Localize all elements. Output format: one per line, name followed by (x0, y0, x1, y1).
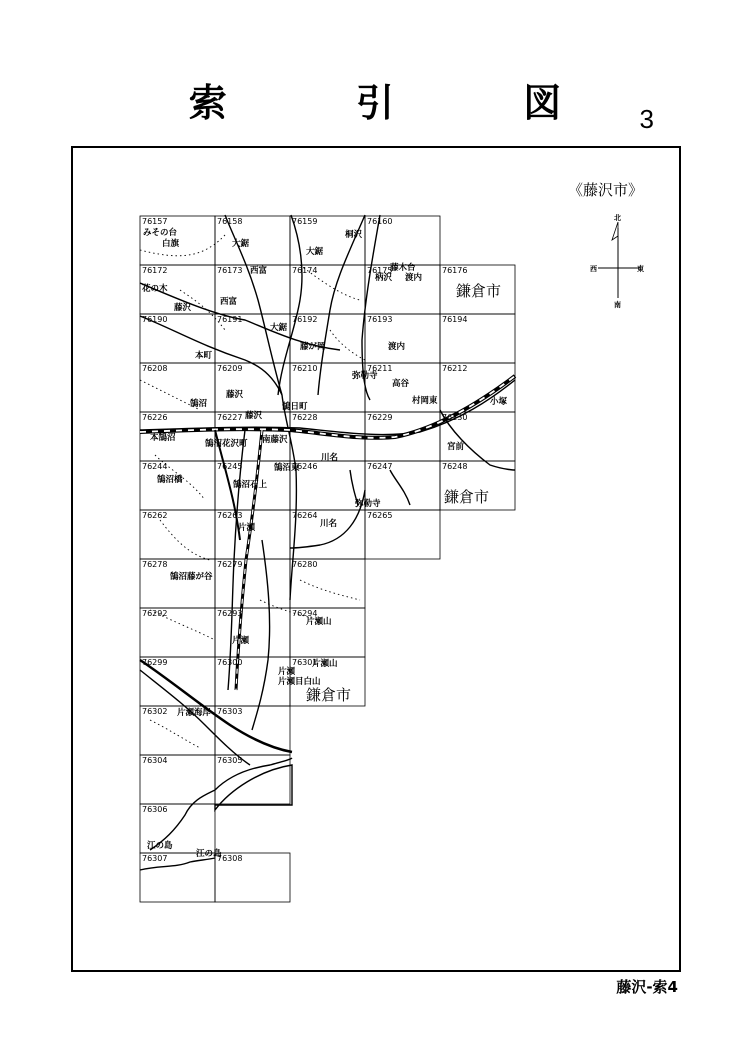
place-name: 片瀬目白山 (278, 677, 321, 687)
place-name: 柄沢 (375, 273, 393, 283)
city-label: 《藤沢市》 (568, 181, 644, 199)
place-name: 宮前 (447, 442, 465, 452)
grid-cell-id: 76229 (367, 413, 393, 422)
map-roads (140, 215, 515, 870)
grid-cell-id: 76226 (142, 413, 168, 422)
place-name: 高谷 (392, 379, 410, 389)
grid-cell-id: 76194 (442, 315, 468, 324)
place-name: 片瀬山 (306, 617, 332, 627)
place-name: 西富 (250, 266, 268, 276)
place-name: 花の木 (142, 284, 168, 294)
grid-cell-id: 76159 (292, 217, 318, 226)
grid-cell-id: 76305 (217, 756, 243, 765)
grid-cell-id: 76280 (292, 560, 318, 569)
place-name: 白旗 (162, 239, 180, 249)
grid-cell-id: 76247 (367, 462, 393, 471)
place-name: 片瀬海岸 (177, 708, 212, 718)
compass-rose (590, 213, 644, 309)
page-footer: 藤沢-索4 (616, 978, 678, 996)
grid-cell-id: 76175 (367, 266, 393, 275)
place-name: 鵠日町 (282, 402, 308, 412)
grid-cell-id: 76230 (442, 413, 468, 422)
grid-cell-id: 76299 (142, 658, 168, 667)
grid-cell-id: 76174 (292, 266, 318, 275)
place-name: 大鋸 (306, 247, 324, 257)
grid-cell-id: 76264 (292, 511, 318, 520)
place-name: 村岡東 (412, 396, 438, 406)
place-name: 鵠沼花沢町 (205, 439, 248, 449)
place-name: 大鋸 (270, 323, 288, 333)
place-name: 藤が岡 (300, 342, 326, 352)
grid-cell-id: 76157 (142, 217, 168, 226)
coastline (215, 765, 292, 810)
grid-cell-id: 76173 (217, 266, 243, 275)
grid-cell-id: 76190 (142, 315, 168, 324)
place-name: 本町 (195, 351, 213, 361)
grid-cell-id: 76294 (292, 609, 318, 618)
grid-cell-id: 76228 (292, 413, 318, 422)
place-name: 南藤沢 (262, 435, 288, 445)
place-name: 藤沢 (226, 390, 244, 400)
grid-cell-id: 76244 (142, 462, 168, 471)
place-name: 桐沢 (345, 230, 363, 240)
place-name: 片瀬 (278, 667, 296, 677)
compass-south: 南 (614, 301, 621, 309)
place-name: 藤沢 (174, 303, 192, 313)
grid-cell-id: 76278 (142, 560, 168, 569)
place-name: 西富 (220, 297, 238, 307)
neighbor-city-label-2: 鎌倉市 (444, 488, 490, 506)
page-number: 3 (639, 104, 654, 134)
grid-cell-id: 76209 (217, 364, 243, 373)
place-name: 鵠沼藤が谷 (170, 572, 213, 582)
grid-cell-id: 76210 (292, 364, 318, 373)
place-name: 藤沢 (245, 411, 263, 421)
grid-cell-id: 76265 (367, 511, 393, 520)
grid-cell-id: 76176 (442, 266, 468, 275)
place-name: 本鵠沼 (150, 433, 176, 443)
grid-cell-id: 76246 (292, 462, 318, 471)
grid-cell-id: 76279 (217, 560, 243, 569)
place-name: 鵠沼 (190, 399, 208, 409)
grid-cell-id: 76211 (367, 364, 393, 373)
compass-west: 西 (590, 265, 597, 273)
grid-cell-id: 76301 (292, 658, 318, 667)
place-name: 渡内 (405, 273, 423, 283)
grid-cell-id: 76307 (142, 854, 168, 863)
place-name: 藤木台 (390, 263, 416, 273)
grid-cell-id: 76308 (217, 854, 243, 863)
place-name: 江の島 (196, 849, 222, 859)
place-name: 大鋸 (232, 239, 250, 249)
place-name: 鵠沼東 (274, 463, 300, 473)
place-name: 川名 (321, 453, 339, 463)
place-name: 片瀬 (232, 636, 250, 646)
place-name: みその台 (143, 228, 178, 238)
grid-cell-id: 76300 (217, 658, 243, 667)
place-name: 渡内 (388, 342, 406, 352)
grid-cell-id: 76193 (367, 315, 393, 324)
grid-cell-id: 76208 (142, 364, 168, 373)
place-name: 片瀬 (238, 523, 256, 533)
grid-cell-id: 76304 (142, 756, 168, 765)
place-name: 弥勒寺 (352, 371, 378, 381)
grid-cell-id: 76303 (217, 707, 243, 716)
place-name: 川名 (320, 519, 338, 529)
grid-cell-id: 76172 (142, 266, 168, 275)
grid-cell-id: 76191 (217, 315, 243, 324)
grid-cell-id: 76212 (442, 364, 468, 373)
neighbor-city-label-1: 鎌倉市 (456, 282, 502, 300)
grid-cell-id: 76293 (217, 609, 243, 618)
grid-cell-id: 76245 (217, 462, 243, 471)
page-title: 索 引 図 (188, 81, 620, 125)
place-name: 鵠沼石上 (233, 480, 268, 490)
grid-cell-id: 76262 (142, 511, 168, 520)
place-name: 小塚 (490, 397, 508, 407)
place-name: 弥勒寺 (355, 499, 381, 509)
compass-north: 北 (614, 214, 621, 222)
grid-cell-id: 76263 (217, 511, 243, 520)
grid-cell-id: 76227 (217, 413, 243, 422)
neighbor-city-label-3: 鎌倉市 (306, 686, 352, 704)
grid-cell-id: 76160 (367, 217, 393, 226)
grid-cell-id: 76158 (217, 217, 243, 226)
place-name: 片瀬山 (312, 659, 338, 669)
grid-cell-id: 76306 (142, 805, 168, 814)
grid-cell-id: 76302 (142, 707, 168, 716)
compass-east: 東 (637, 265, 644, 273)
grid-cell-id: 76192 (292, 315, 318, 324)
place-name: 鵠沼橋 (157, 475, 183, 485)
place-name: 江の島 (147, 841, 173, 851)
grid-cell-id: 76292 (142, 609, 168, 618)
grid-cell-id: 76248 (442, 462, 468, 471)
